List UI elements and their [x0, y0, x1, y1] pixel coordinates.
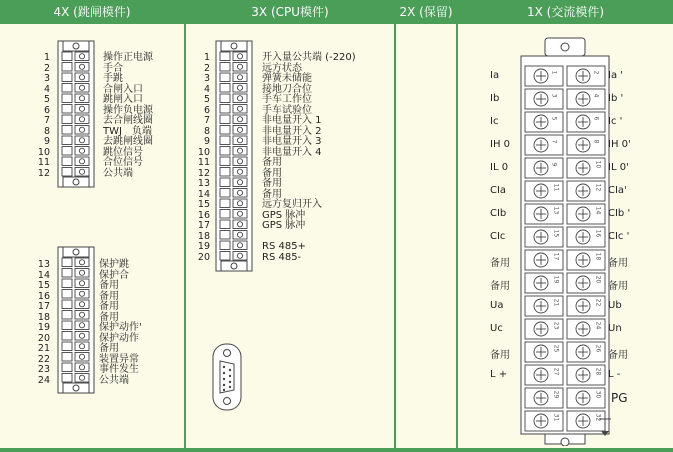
terminal-label: 弹簧未储能 [262, 73, 312, 84]
terminal-number: 11 [197, 157, 210, 168]
ac-left-label: IL 0 [490, 162, 509, 173]
terminal-label: 跳闸入口 [103, 94, 143, 105]
terminal-number: 20 [37, 332, 50, 344]
ac-pin-number: 1 [550, 70, 558, 75]
terminal-block-icon [57, 40, 95, 188]
terminal-label: 非电量开入 3 [262, 136, 322, 147]
terminal-label: 保护跳 [99, 259, 129, 270]
terminal-label: 事件发生 [99, 364, 139, 375]
terminal-label: 保护动作' [99, 322, 142, 333]
terminal-label: 备用 [99, 311, 119, 323]
terminal-label: 公共端 [103, 167, 133, 179]
terminal-block-4x-bottom [57, 246, 95, 398]
terminal-number: 5 [203, 94, 210, 105]
terminal-label: GPS 脉冲 [262, 209, 306, 221]
terminal-number: 12 [197, 167, 210, 179]
terminal-number: 12 [37, 167, 50, 179]
ac-pin-number: 9 [550, 162, 558, 167]
terminal-block-icon [215, 40, 253, 272]
terminal-number: 22 [37, 353, 50, 365]
ac-right-label: 备用 [608, 281, 628, 292]
terminal-label: 备用 [262, 188, 282, 200]
ac-pin-number: 4 [592, 93, 600, 98]
terminal-number: 19 [37, 322, 50, 333]
terminal-number: 1 [203, 52, 210, 63]
terminal-label: 手车工作位 [262, 94, 312, 105]
ac-pin-number: 7 [550, 139, 558, 144]
terminal-label: 接地刀合位 [262, 83, 312, 95]
terminal-label: 合闸入口 [103, 83, 143, 95]
terminal-number: 24 [37, 374, 50, 386]
terminal-block-icon [57, 246, 95, 394]
ac-right-label: 备用 [608, 350, 628, 361]
ac-left-label: Ib [490, 93, 500, 104]
ac-pin-number: 10 [594, 160, 602, 169]
ac-pin-number: 29 [552, 390, 560, 399]
header-1x: 1X (交流模件) [458, 0, 673, 24]
pg-label: PG [611, 391, 628, 405]
ac-pin-number: 2 [592, 70, 600, 75]
ac-pin-number: 17 [552, 252, 560, 261]
terminal-label: RS 485+ [262, 241, 306, 252]
header-2x: 2X (保留) [396, 0, 456, 24]
terminal-label: 非电量开入 1 [262, 115, 322, 126]
terminal-number: 17 [197, 220, 210, 231]
terminal-label: 手合 [103, 62, 123, 74]
terminal-block-3x [215, 40, 253, 276]
ac-pin-number: 22 [594, 298, 602, 307]
terminal-number: 21 [37, 343, 50, 354]
ac-pin-number: 25 [552, 344, 560, 353]
terminal-label: 备用 [262, 157, 282, 168]
terminal-number: 8 [43, 125, 50, 137]
terminal-label: 远方状态 [262, 62, 302, 74]
ac-right-label: Ib ' [608, 93, 624, 104]
terminal-number: 17 [37, 301, 50, 312]
terminal-label: 保护合 [99, 269, 129, 281]
terminal-number: 19 [197, 241, 210, 252]
ac-left-label: Ia [490, 70, 500, 81]
ac-right-label: IH 0' [608, 139, 631, 150]
terminal-label: RS 485- [262, 251, 302, 263]
terminal-number: 13 [37, 259, 50, 270]
ac-pin-number: 32 [594, 413, 602, 422]
terminal-number: 3 [203, 73, 210, 84]
terminal-number: 7 [203, 115, 210, 126]
ac-right-label: Ub [608, 300, 622, 311]
ac-right-label: Ic ' [608, 116, 623, 127]
ac-pin-number: 12 [594, 183, 602, 192]
ac-pin-number: 11 [552, 183, 560, 192]
ac-pin-number: 28 [594, 367, 602, 376]
terminal-label: 手跳 [103, 73, 123, 84]
ac-pin-number: 5 [550, 116, 558, 121]
ac-right-label: 备用 [608, 258, 628, 269]
terminal-label: 去跳闸线圈 [103, 136, 153, 147]
terminal-label: 非电量开入 4 [262, 146, 322, 158]
ac-pin-number: 27 [552, 367, 560, 376]
ac-left-label: Uc [490, 323, 503, 334]
terminal-label: TWJ 负端 [103, 125, 152, 137]
ac-pin-number: 6 [592, 116, 600, 121]
terminal-number: 16 [197, 209, 210, 221]
terminal-label: 开入量公共端 (-220) [262, 52, 356, 63]
terminal-number: 18 [197, 230, 210, 242]
terminal-label: 跳位信号 [103, 146, 143, 158]
terminal-label: 公共端 [99, 374, 129, 386]
terminal-number: 4 [203, 83, 210, 95]
ac-left-label: 备用 [490, 281, 510, 292]
ac-pin-number: 24 [594, 321, 602, 330]
ac-right-label: IL 0' [608, 162, 629, 173]
terminal-number: 23 [37, 364, 50, 375]
terminal-label: 操作负电源 [103, 104, 153, 116]
terminal-label: 远方复归开入 [262, 199, 322, 210]
terminal-label: 保护动作 [99, 332, 139, 344]
separator-2 [394, 0, 396, 452]
ac-right-label: L - [608, 369, 621, 380]
terminal-number: 4 [43, 83, 50, 95]
ac-pin-number: 26 [594, 344, 602, 353]
terminal-label: 装置异常 [99, 353, 139, 365]
ac-terminal-strip [515, 36, 615, 446]
terminal-number: 8 [203, 125, 210, 137]
terminal-number: 14 [37, 269, 50, 281]
ac-pin-number: 18 [594, 252, 602, 261]
ac-left-label: 备用 [490, 350, 510, 361]
terminal-number: 9 [43, 136, 50, 147]
terminal-number: 15 [197, 199, 210, 210]
header-3x: 3X (CPU模件) [186, 0, 394, 24]
header-4x: 4X (跳闸模件) [0, 0, 184, 24]
ac-left-label: Ic [490, 116, 499, 127]
separator-1 [184, 0, 186, 452]
terminal-number: 10 [197, 146, 210, 158]
ac-left-label: IH 0 [490, 139, 511, 150]
ac-right-label: Un [608, 323, 622, 334]
terminal-number: 7 [43, 115, 50, 126]
terminal-label: 备用 [262, 178, 282, 189]
terminal-number: 2 [203, 62, 210, 74]
ac-left-label: CIa [490, 185, 507, 196]
terminal-number: 14 [197, 188, 210, 200]
terminal-label: 去合闸线圈 [103, 115, 153, 126]
ac-pin-number: 20 [594, 275, 602, 284]
ac-pin-number: 13 [552, 206, 560, 215]
terminal-number: 1 [43, 52, 50, 63]
terminal-label: 备用 [99, 343, 119, 354]
terminal-label: 合位信号 [103, 157, 143, 168]
terminal-label: 备用 [99, 301, 119, 312]
ac-right-label: CIb ' [608, 208, 631, 219]
serial-connector-icon [210, 343, 244, 411]
ac-pin-number: 31 [552, 413, 560, 422]
terminal-label: GPS 脉冲 [262, 220, 306, 231]
ac-left-label: Ua [490, 300, 504, 311]
bottom-band [0, 448, 673, 452]
ac-pin-number: 21 [552, 298, 560, 307]
terminal-number: 2 [43, 62, 50, 74]
terminal-label: 手车试验位 [262, 104, 312, 116]
ac-left-label: L + [490, 369, 508, 380]
terminal-number: 10 [37, 146, 50, 158]
ac-right-label: CIc ' [608, 231, 630, 242]
terminal-number: 13 [197, 178, 210, 189]
separator-3 [456, 0, 458, 452]
terminal-label: 非电量开入 2 [262, 125, 322, 137]
terminal-number: 9 [203, 136, 210, 147]
terminal-number: 3 [43, 73, 50, 84]
terminal-number: 20 [197, 251, 210, 263]
ac-left-label: 备用 [490, 258, 510, 269]
ac-pin-number: 3 [550, 93, 558, 98]
terminal-number: 6 [203, 104, 210, 116]
ac-pin-number: 16 [594, 229, 602, 238]
ac-pin-number: 30 [594, 390, 602, 399]
ac-pin-number: 8 [592, 139, 600, 144]
ac-pin-number: 15 [552, 229, 560, 238]
ac-pin-number: 23 [552, 321, 560, 330]
ac-right-label: CIa' [608, 185, 627, 196]
terminal-number: 5 [43, 94, 50, 105]
terminal-number: 18 [37, 311, 50, 323]
ac-right-label: Ia ' [608, 70, 624, 81]
ac-left-label: CIc [490, 231, 506, 242]
terminal-label: 备用 [99, 280, 119, 291]
terminal-number: 11 [37, 157, 50, 168]
terminal-number: 6 [43, 104, 50, 116]
terminal-label: 备用 [262, 167, 282, 179]
terminal-block-4x-top [57, 40, 95, 192]
ac-pin-number: 19 [552, 275, 560, 284]
terminal-number: 15 [37, 280, 50, 291]
ac-left-label: CIb [490, 208, 507, 219]
terminal-number: 16 [37, 290, 50, 302]
terminal-label: 操作正电源 [103, 52, 153, 63]
ac-pin-number: 14 [594, 206, 602, 215]
terminal-label: 备用 [99, 290, 119, 302]
